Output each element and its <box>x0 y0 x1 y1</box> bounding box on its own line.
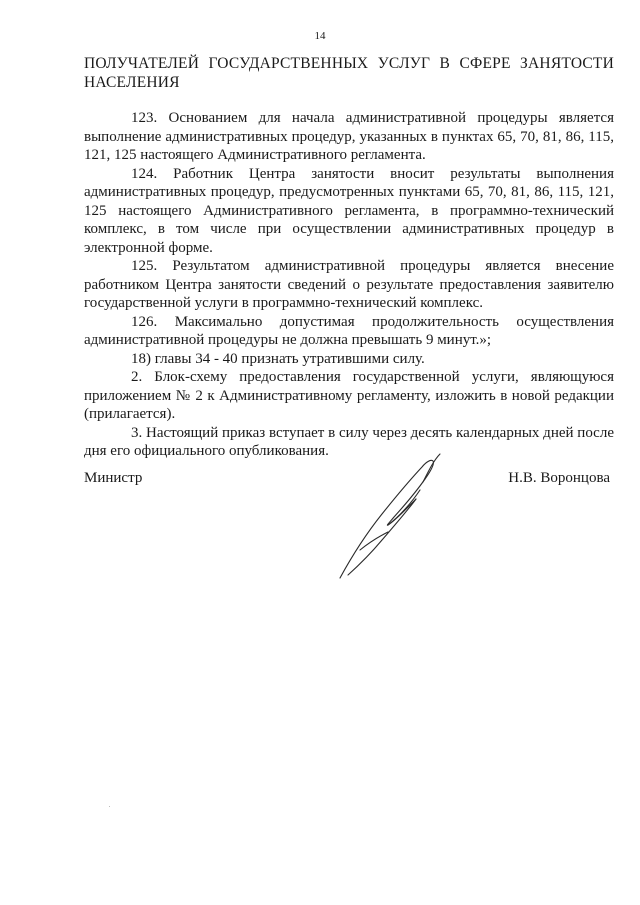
signatory-title: Министр <box>84 470 143 486</box>
document-body <box>84 109 614 461</box>
signatory-name: Н.В. Воронцова <box>508 470 610 486</box>
heading-line-1: ПОЛУЧАТЕЛЕЙ ГОСУДАРСТВЕННЫХ УСЛУГ В СФЕРЕ ЗАНЯТОСТИ <box>84 55 614 72</box>
paragraph-125: 125. Результатом административной процедуры является внесение работником Центра занятости сведений о результате предоставления заявителю государственной услуги в программно-технический комплекс. <box>84 258 614 311</box>
page-number: 14 <box>314 30 326 42</box>
heading-line-2: НАСЕЛЕНИЯ <box>84 73 180 91</box>
paragraph-126: 126. Максимально допустимая продолжительность осуществления административной процедуры не должна превышать 9 минут.»; <box>84 313 614 348</box>
handwritten-signature <box>330 452 445 582</box>
item-3: 3. Настоящий приказ вступает в силу через десять календарных дней после дня его официального опубликования. <box>84 424 614 459</box>
item-18: 18) главы 34 - 40 признать утратившими силу. <box>131 350 425 367</box>
section-heading <box>84 55 614 92</box>
scan-dot <box>109 806 110 807</box>
item-2: 2. Блок-схему предоставления государственной услуги, являющуюся приложением № 2 к Административному регламенту, изложить в новой редакции (прилагается). <box>84 369 614 422</box>
paragraph-124: 124. Работник Центра занятости вносит результаты выполнения административных процедур, предусмотренных пунктами 65, 70, 81, 86, 115, 121, 125 настоящего Административного регламента, в программно-технический комплекс, в том числе при осуществлении административных процедур в электронной форме. <box>84 165 614 256</box>
paragraph-123: 123. Основанием для начала административной процедуры является выполнение административных процедур, указанных в пунктах 65, 70, 81, 86, 115, 121, 125 настоящего Административного регламента. <box>84 110 614 163</box>
